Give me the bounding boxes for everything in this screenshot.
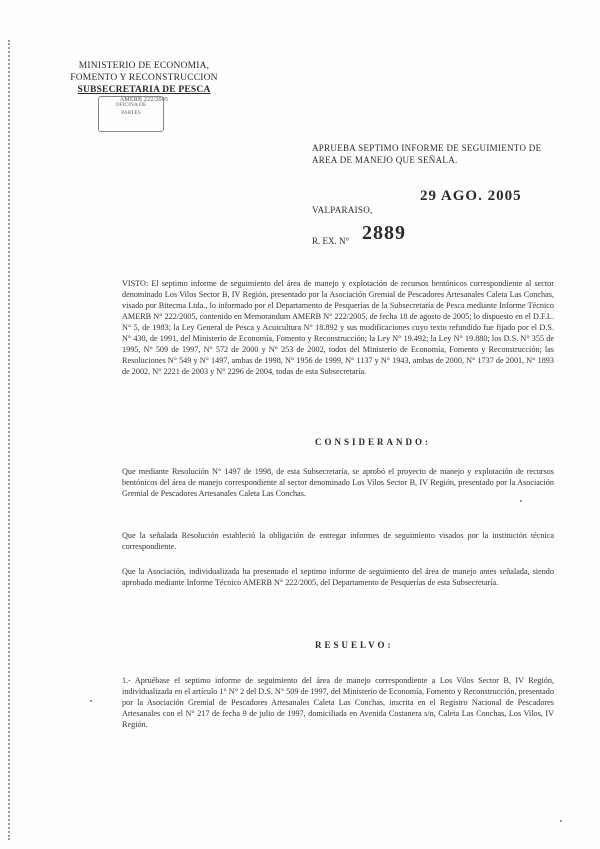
ministry-line-3: SUBSECRETARIA DE PESCA [77, 85, 211, 95]
document-place: VALPARAISO, [312, 205, 373, 215]
ministry-line-2: FOMENTO Y RECONSTRUCCION [70, 73, 218, 83]
resuelvo-paragraph-1: 1.- Apruébase el septimo informe de seguimiento del área de manejo correspondiente a Los Vilos Sector B, IV Región, individualizada en el artículo 1° N° 2 del D.S. N° 509 de 1997, del Ministerio de Economía, Fomento y Reconstrucción, presentado por la Asociación Gremial de Pescadores Artesanales Caleta Las Conchas, inscrita en el Registro Nacional de Pescadores Artesanales con el N° 217 de fecha 9 de julio de 1997, domiciliada en Avenida Costanera s/n, Caleta Las Conchas, Los Vilos, IV Región. [122, 676, 554, 729]
ministry-ref: AMERB 222/2005 [119, 97, 169, 103]
stamp-line-2: PARTES [121, 110, 141, 116]
resuelvo-heading: RESUELVO: [315, 640, 394, 650]
visto-paragraph: VISTO: El septimo informe de seguimiento del área de manejo y explotación de recursos bentónicos correspondiente al sector denominado Los Vilos Sector B, IV Región, presentado por la Asociación Gremial de Pescadores Artesanales Caleta Las Conchas, visado por Bitecma Ltda., lo informado por el Departamento de Pesquerías de la Subsecretaría de Pesca mediante Informe Técnico AMERB N° 222/2005, contenido en Memorandum AMERB N° 222/2005, de fecha 18 de agosto de 2005; lo dispuesto en el D.F.L. N° 5, de 1983; la Ley General de Pesca y Acuicultura N° 18.892 y sus modificaciones cuyo texto refundido fue fijado por el D.S. N° 430, de 1991, del Ministerio de Economía, Fomento y Reconstrucción; la Ley N° 19.492; la Ley N° 19.880; los D.S. N° 355 de 1995, N° 509 de 1997, N° 572 de 2000 y N° 253 de 2002, todos del Ministerio de Economía, Fomento y Reconstrucción; las Resoluciones N° 549 y N° 1497, ambas de 1998, N° 1956 de 1999, N° 1137 y N° 1943, ambas de 2000, N° 1737 de 2001, N° 1893 de 2002, N° 2221 de 2003 y N° 2296 de 2004, todas de esta Subsecretaría. [122, 279, 554, 376]
scan-speckle [90, 700, 92, 702]
document-date: 29 AGO. 2005 [420, 188, 522, 204]
scan-edge-artifact [8, 40, 14, 840]
resolution-label: R. EX. N° [312, 236, 350, 246]
stamp-line-1: OFICINA DE [115, 102, 147, 108]
considerando-heading: CONSIDERANDO: [315, 437, 432, 447]
resolution-number: 2889 [362, 222, 406, 244]
office-stamp [98, 96, 164, 132]
ministry-line-1: MINISTERIO DE ECONOMIA, [78, 61, 210, 71]
scan-speckle [560, 820, 562, 822]
considerando-paragraph-1: Que mediante Resolución N° 1497 de 1998, de esta Subsecretaría, se aprobó el proyecto de manejo y explotación de recursos bentónicos del área de manejo correspondiente al sector denominado Los Vilos Sector B, IV Región, presentado por la Asociación Gremial de Pescadores Artesanales Caleta Las Conchas. [122, 467, 554, 498]
document-subject: APRUEBA SEPTIMO INFORME DE SEGUIMIENTO DE AREA DE MANEJO QUE SEÑALA. [312, 143, 542, 165]
considerando-paragraph-2: Que la señalada Resolución estableció la obligación de entregar informes de seguimiento visados por la institución técnica correspondiente. [122, 531, 554, 551]
considerando-paragraph-3: Que la Asociación, individualizada ha presentado el septimo informe de seguimiento del área de manejo antes señalada, siendo aprobado mediante Informe Técnico AMERB N° 222/2005, del Departamento de Pesquerías de esta Subsecretaría. [122, 567, 554, 587]
scan-speckle [520, 500, 522, 502]
